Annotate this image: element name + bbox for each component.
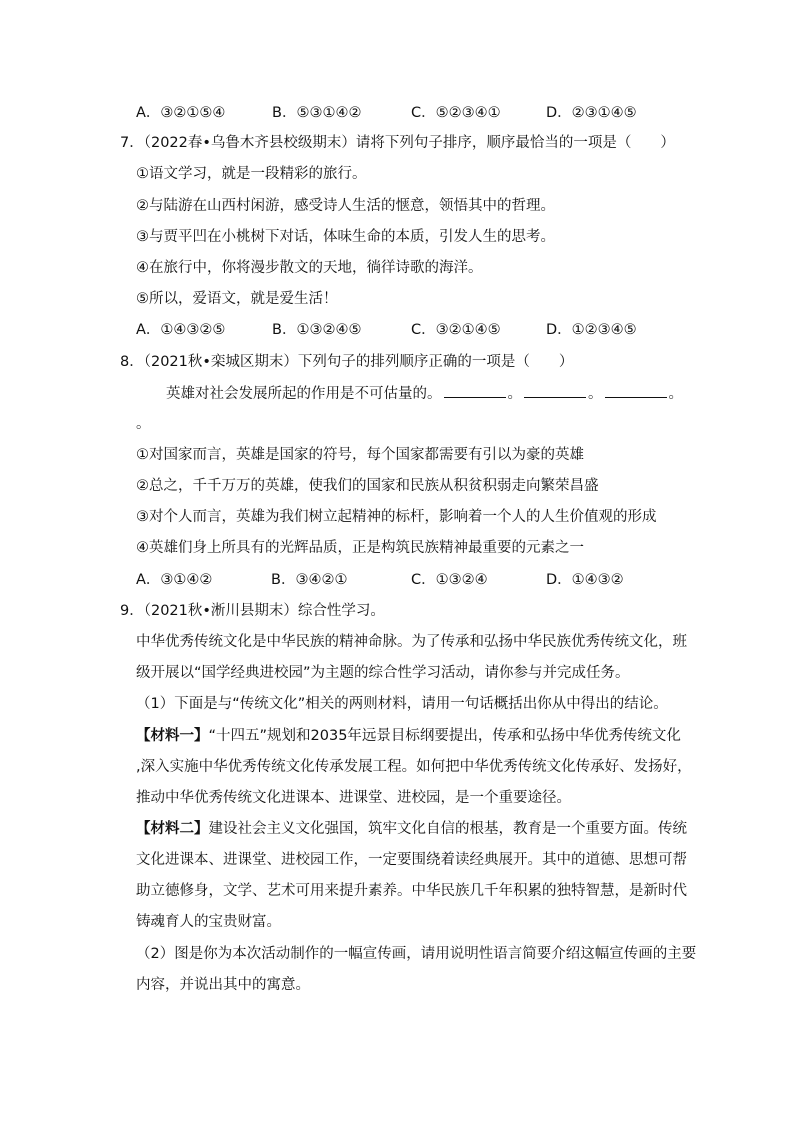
q8-stem: 8．（2021秋•栾城区期末）下列句子的排列顺序正确的一项是（ ） (120, 354, 574, 370)
q9-material-1-line-1 (136, 726, 681, 746)
q8-blank-2 (524, 383, 586, 398)
q9-material-1-text-1: “十四五”规划和2035年远景目标纲要提出，传承和弘扬中华优秀传统文化 (208, 728, 681, 744)
q8-passage-tail: 。 (136, 416, 151, 432)
q8-sentence-1: ①对国家而言，英雄是国家的符号，每个国家都需要有引以为豪的英雄 (136, 447, 584, 463)
q8-option-d: D．①④③② (546, 572, 624, 588)
q7-options (136, 320, 637, 340)
q8-sep-1: 。 (507, 386, 522, 402)
q7-sentence-4: ④在旅行中，你将漫步散文的天地，徜徉诗歌的海洋。 (136, 260, 483, 276)
q8-passage (166, 383, 683, 404)
q8-sep-2: 。 (588, 386, 603, 402)
q6-option-a: A．③②①⑤④ (136, 105, 226, 121)
q7-sentence-2: ②与陆游在山西村闲游，感受诗人生活的惬意，领悟其中的哲理。 (136, 198, 555, 214)
q8-blank-3 (605, 383, 667, 398)
q7-option-a: A．①④③②⑤ (136, 322, 226, 338)
q9-material-2-text-1: 建设社会主义文化强国，筑牢文化自信的根基，教育是一个重要方面。传统 (208, 821, 687, 837)
q9-material-2-line-1 (136, 819, 687, 839)
q7-sentence-1: ①语文学习，就是一段精彩的旅行。 (136, 166, 367, 182)
q9-material-1-label: 【材料一】 (136, 728, 209, 744)
q8-sentence-2: ②总之，千千万万的英雄，使我们的国家和民族从积贫积弱走向繁荣昌盛 (136, 478, 599, 494)
q7-sentence-3: ③与贾平凹在小桃树下对话，体味生命的本质，引发人生的思考。 (136, 229, 555, 245)
q6-option-c: C．⑤②③④① (411, 105, 501, 121)
q9-material-2-line-3: 助立德修身，文学、艺术可用来提升素养。中华民族几千年积累的独特智慧，是新时代 (136, 883, 687, 899)
q8-blank-1 (444, 383, 506, 398)
q8-option-b: B．③④②① (271, 572, 348, 588)
q6-option-d: D．②③①④⑤ (546, 105, 637, 121)
q9-material-2-line-2: 文化进课本、进课堂、进校园工作，一定要围绕着读经典展开。其中的道德、思想可帮 (136, 852, 687, 868)
q8-sep-3: 。 (668, 386, 683, 402)
q8-sentence-4: ④英雄们身上所具有的光辉品质，正是构筑民族精神最重要的元素之一 (136, 540, 584, 556)
q9-subquestion-1: （1）下面是与“传统文化”相关的两则材料，请用一句话概括出你从中得出的结论。 (136, 696, 668, 712)
q8-options (136, 570, 624, 590)
q7-stem: 7．（2022春•乌鲁木齐县校级期末）请将下列句子排序，顺序最恰当的一项是（ ） (120, 135, 675, 151)
q7-option-b: B．①③②④⑤ (272, 322, 362, 338)
q8-sentence-3: ③对个人而言，英雄为我们树立起精神的标杆，影响着一个人的人生价值观的形成 (136, 509, 657, 525)
q9-intro-line-2: 级开展以“国学经典进校园”为主题的综合性学习活动，请你参与并完成任务。 (136, 665, 630, 681)
q7-option-c: C．③②①④⑤ (411, 322, 501, 338)
q9-stem: 9．（2021秋•淅川县期末）综合性学习。 (120, 603, 385, 619)
q9-subquestion-2-line-1: （2）图是你为本次活动制作的一幅宣传画，请用说明性语言简要介绍这幅宣传画的主要 (136, 946, 697, 962)
q6-options (136, 103, 637, 123)
q9-material-2-line-4: 铸魂育人的宝贵财富。 (136, 914, 281, 930)
q9-subquestion-2-line-2: 内容，并说出其中的寓意。 (136, 977, 310, 993)
q9-material-1-line-2: ,深入实施中华优秀传统文化传承发展工程。如何把中华优秀传统文化传承好、发扬好， (136, 759, 692, 775)
q7-sentence-5: ⑤所以，爱语文，就是爱生活！ (136, 291, 338, 307)
q9-material-2-label: 【材料二】 (136, 821, 209, 837)
q6-option-b: B．⑤③①④② (272, 105, 362, 121)
q8-passage-lead: 英雄对社会发展所起的作用是不可估量的。 (166, 386, 442, 402)
q7-option-d: D．①②③④⑤ (546, 322, 637, 338)
q8-option-a: A．③①④② (136, 572, 213, 588)
q8-option-c: C．①③②④ (411, 572, 488, 588)
q9-material-1-line-3: 推动中华优秀传统文化进课本、进课堂、进校园，是一个重要途径。 (136, 790, 571, 806)
q9-intro-line-1: 中华优秀传统文化是中华民族的精神命脉。为了传承和弘扬中华民族优秀传统文化，班 (136, 634, 687, 650)
